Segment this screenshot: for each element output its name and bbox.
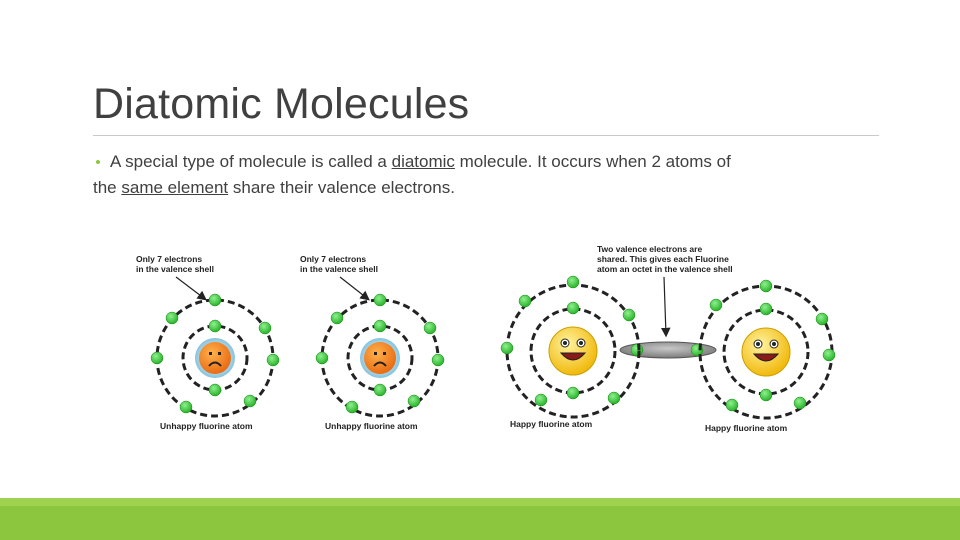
shared-electron-1: [631, 344, 643, 356]
title-divider: [93, 135, 879, 136]
bullet-icon: •: [95, 154, 101, 171]
atom2-arrow: [340, 277, 368, 299]
atom1-note-line1: Only 7 electrons: [136, 254, 203, 264]
term-diatomic: diatomic: [391, 152, 455, 171]
atom2-note-line1: Only 7 electrons: [300, 254, 367, 264]
shared-arrow: [664, 277, 666, 335]
shared-note-line1: Two valence electrons are: [597, 244, 703, 254]
atom1-note-line2: in the valence shell: [136, 264, 214, 274]
bullet-text-part3: the: [93, 178, 122, 197]
bullet-text-part2: molecule. It occurs when 2 atoms of: [454, 152, 731, 171]
bullet-text-part1: A special type of molecule is called a: [110, 152, 392, 171]
sad-face-icon: [199, 342, 231, 374]
fluorine-bonding-diagram: [0, 235, 960, 445]
bullet-text-part4: share their valence electrons.: [228, 178, 455, 197]
shared-note-line3: atom an octet in the valence shell: [597, 264, 733, 274]
happy-fluorine-atom-2: [700, 280, 835, 433]
unhappy-fluorine-atom-1: [136, 254, 279, 431]
unhappy-fluorine-atom-2: [300, 254, 444, 431]
sad-face-icon: [364, 342, 396, 374]
happy-fluorine-atom-1: [501, 276, 639, 429]
happy-face-icon: [549, 327, 597, 375]
footer-accent-highlight: [0, 498, 960, 506]
shared-note-line2: shared. This gives each Fluorine: [597, 254, 729, 264]
atom1-label: Unhappy fluorine atom: [160, 421, 253, 431]
atom3-label: Happy fluorine atom: [510, 419, 593, 429]
atom1-arrow: [176, 277, 205, 299]
bullet-paragraph: [86, 149, 876, 200]
happy-face-icon: [742, 328, 790, 376]
atom4-label: Happy fluorine atom: [705, 423, 788, 433]
slide-title: Diatomic Molecules: [93, 80, 470, 128]
atom2-note-line2: in the valence shell: [300, 264, 378, 274]
term-same-element: same element: [121, 178, 229, 197]
atom2-label: Unhappy fluorine atom: [325, 421, 418, 431]
